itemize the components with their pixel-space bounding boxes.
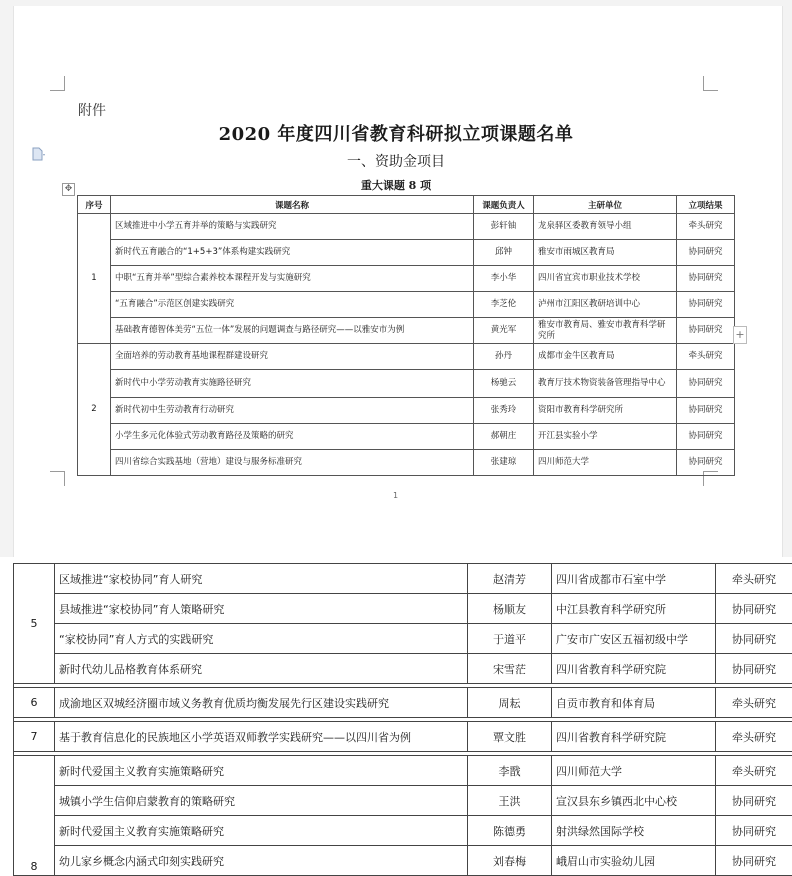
group-number: 2	[78, 344, 111, 476]
project-name: 全面培养的劳动教育基地课程群建设研究	[111, 344, 474, 370]
margin-mark-top-left	[50, 76, 65, 91]
project-result: 牵头研究	[716, 756, 792, 786]
project-leader: 于道平	[468, 624, 552, 654]
project-unit: 四川省教育科学研究院	[552, 654, 716, 684]
project-name: 新时代爱国主义教育实施策略研究	[55, 756, 468, 786]
project-unit: 四川省教育科学研究院	[552, 722, 716, 752]
page-number: 1	[393, 491, 398, 500]
project-result: 协同研究	[716, 846, 792, 876]
project-name: 幼儿家乡概念内涵式印刻实践研究	[55, 846, 468, 876]
group-number: 5	[14, 564, 55, 684]
project-name: 成渝地区双城经济圈市域义务教育优质均衡发展先行区建设实践研究	[55, 688, 468, 718]
document-title: 2020 年度四川省教育科研拟立项课题名单	[0, 120, 792, 146]
project-name: 基于教育信息化的民族地区小学英语双师教学实践研究——以四川省为例	[55, 722, 468, 752]
project-result: 协同研究	[677, 450, 735, 476]
project-leader: 杨驰云	[474, 370, 534, 398]
table-row	[14, 564, 792, 594]
table-row	[78, 424, 735, 450]
section-title: 一、资助金项目	[0, 151, 792, 171]
project-name: 县域推进“家校协同”育人策略研究	[55, 594, 468, 624]
header-title: 课题名称	[111, 196, 474, 214]
project-leader: 赵清芳	[468, 564, 552, 594]
attachment-label: 附件	[78, 100, 106, 120]
table-row	[78, 344, 735, 370]
table-row	[14, 846, 792, 876]
project-unit: 教育厅技术物资装备管理指导中心	[534, 370, 677, 398]
project-name: 新时代幼儿品格教育体系研究	[55, 654, 468, 684]
table-row	[14, 654, 792, 684]
group-number: 1	[78, 214, 111, 344]
table-row	[78, 240, 735, 266]
table-row	[14, 786, 792, 816]
project-unit: 四川师范大学	[534, 450, 677, 476]
table-row	[78, 450, 735, 476]
project-unit: 成都市金牛区教育局	[534, 344, 677, 370]
project-result: 牵头研究	[677, 214, 735, 240]
table-row	[78, 370, 735, 398]
project-leader: 张建琼	[474, 450, 534, 476]
project-unit: 雅安市雨城区教育局	[534, 240, 677, 266]
project-result: 协同研究	[677, 240, 735, 266]
project-result: 协同研究	[716, 786, 792, 816]
project-result: 协同研究	[716, 654, 792, 684]
table-row	[14, 816, 792, 846]
table-move-handle-icon[interactable]: ✥	[62, 183, 75, 196]
header-leader: 课题负责人	[474, 196, 534, 214]
header-result: 立项结果	[677, 196, 735, 214]
table-row	[14, 722, 792, 752]
project-leader: 宋雪茫	[468, 654, 552, 684]
project-unit: 四川师范大学	[552, 756, 716, 786]
project-unit: 中江县教育科学研究所	[552, 594, 716, 624]
project-leader: 王洪	[468, 786, 552, 816]
project-leader: 刘春梅	[468, 846, 552, 876]
project-unit: 自贡市教育和体育局	[552, 688, 716, 718]
project-name: 新时代爱国主义教育实施策略研究	[55, 816, 468, 846]
project-leader: 郝朝庄	[474, 424, 534, 450]
add-column-icon[interactable]: +	[733, 326, 747, 344]
group-number: 6	[14, 688, 55, 718]
table-row	[78, 266, 735, 292]
project-result: 牵头研究	[716, 722, 792, 752]
table-row	[78, 318, 735, 344]
project-unit: 宣汉县东乡镇西北中心校	[552, 786, 716, 816]
project-name: 中职“五育并举”型综合素养校本课程开发与实施研究	[111, 266, 474, 292]
margin-mark-bottom-left	[50, 471, 65, 486]
project-name: 新时代初中生劳动教育行动研究	[111, 398, 474, 424]
project-unit: 开江县实验小学	[534, 424, 677, 450]
project-result: 协同研究	[716, 594, 792, 624]
project-result: 协同研究	[677, 398, 735, 424]
project-name: “五育融合”示范区创建实践研究	[111, 292, 474, 318]
project-leader: 李芝伦	[474, 292, 534, 318]
project-leader: 孙丹	[474, 344, 534, 370]
project-unit: 四川省成都市石室中学	[552, 564, 716, 594]
table-row	[14, 688, 792, 718]
table-row	[14, 594, 792, 624]
group-number: 7	[14, 722, 55, 752]
project-name: “家校协同”育人方式的实践研究	[55, 624, 468, 654]
table-row	[14, 624, 792, 654]
project-unit: 广安市广安区五福初级中学	[552, 624, 716, 654]
header-number: 序号	[78, 196, 111, 214]
project-result: 协同研究	[677, 424, 735, 450]
project-name: 城镇小学生信仰启蒙教育的策略研究	[55, 786, 468, 816]
project-result: 协同研究	[716, 624, 792, 654]
header-unit: 主研单位	[534, 196, 677, 214]
project-result: 协同研究	[677, 266, 735, 292]
project-result: 协同研究	[677, 370, 735, 398]
project-name: 小学生多元化体验式劳动教育路径及策略的研究	[111, 424, 474, 450]
project-result: 牵头研究	[716, 688, 792, 718]
project-leader: 彭轩铀	[474, 214, 534, 240]
project-unit: 四川省宜宾市职业技术学校	[534, 266, 677, 292]
project-name: 区域推进“家校协同”育人研究	[55, 564, 468, 594]
project-leader: 张秀玲	[474, 398, 534, 424]
margin-mark-top-right	[703, 76, 718, 91]
table-header-row	[78, 196, 735, 214]
table-row	[78, 398, 735, 424]
project-result: 协同研究	[677, 292, 735, 318]
project-result: 牵头研究	[677, 344, 735, 370]
project-table-continued	[13, 563, 792, 876]
project-name: 新时代中小学劳动教育实施路径研究	[111, 370, 474, 398]
project-leader: 黄光军	[474, 318, 534, 344]
project-unit: 雅安市教育局、雅安市教育科学研究所	[534, 318, 677, 344]
project-name: 区域推进中小学五育并举的策略与实践研究	[111, 214, 474, 240]
project-unit: 龙泉驿区委教育领导小组	[534, 214, 677, 240]
subsection-title: 重大课题 8 项	[0, 177, 792, 193]
project-name: 基础教育德智体美劳“五位一体”发展的问题调查与路径研究——以雅安市为例	[111, 318, 474, 344]
project-leader: 杨顺友	[468, 594, 552, 624]
project-leader: 邱钟	[474, 240, 534, 266]
group-number: 8	[14, 756, 55, 876]
project-leader: 周耘	[468, 688, 552, 718]
project-leader: 覃文胜	[468, 722, 552, 752]
project-name: 新时代五育融合的“1+5+3”体系构建实践研究	[111, 240, 474, 266]
project-result: 协同研究	[716, 816, 792, 846]
table-row	[78, 214, 735, 240]
table-row	[14, 756, 792, 786]
project-name: 四川省综合实践基地（营地）建设与服务标准研究	[111, 450, 474, 476]
project-table	[77, 195, 735, 476]
table-row	[78, 292, 735, 318]
project-leader: 陈德勇	[468, 816, 552, 846]
project-unit: 峨眉山市实验幼儿园	[552, 846, 716, 876]
project-leader: 李戬	[468, 756, 552, 786]
project-unit: 资阳市教育科学研究所	[534, 398, 677, 424]
project-result: 协同研究	[677, 318, 735, 344]
project-leader: 李小华	[474, 266, 534, 292]
project-result: 牵头研究	[716, 564, 792, 594]
project-unit: 射洪绿然国际学校	[552, 816, 716, 846]
project-unit: 泸州市江阳区教研培训中心	[534, 292, 677, 318]
